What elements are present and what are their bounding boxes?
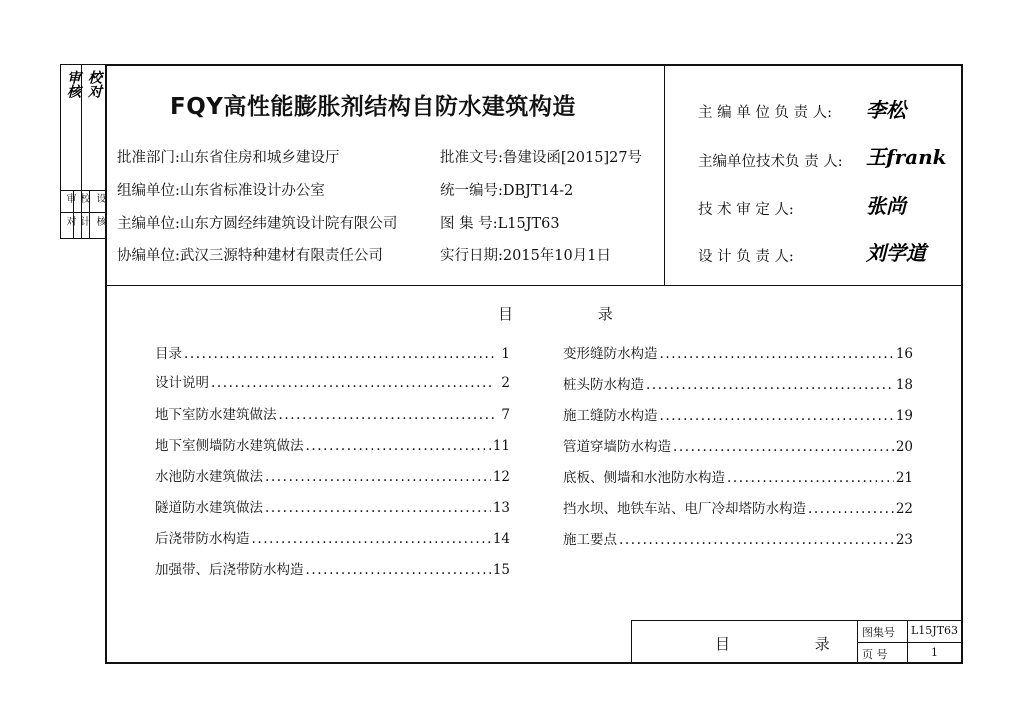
toc-entry[interactable] bbox=[155, 558, 510, 578]
toc-title: 管道穿墙防水构造 bbox=[563, 439, 671, 455]
toc-entry[interactable] bbox=[155, 371, 510, 391]
toc-page: 15 bbox=[492, 562, 510, 578]
toc-title: 地下室防水建筑做法 bbox=[155, 407, 277, 423]
meta-label: 批准文号: bbox=[440, 150, 503, 166]
page-value: 1 bbox=[931, 646, 938, 659]
side-cell: 校 bbox=[78, 193, 89, 203]
signature-image: 李松 bbox=[866, 98, 906, 122]
meta-label: 批准部门: bbox=[117, 150, 180, 166]
toc-title: 桩头防水构造 bbox=[563, 377, 644, 393]
meta-value: 武汉三源特种建材有限责任公司 bbox=[179, 248, 383, 264]
chief-unit-head-label: 主 编 单 位 负 责 人: bbox=[698, 105, 833, 121]
effective-date bbox=[440, 244, 611, 265]
toc-entry[interactable] bbox=[563, 528, 913, 548]
footer-title: 目 录 bbox=[715, 635, 870, 653]
signature-image: 张尚 bbox=[866, 194, 906, 218]
toc-page: 23 bbox=[895, 532, 913, 548]
toc-title: 加强带、后浇带防水构造 bbox=[155, 562, 304, 578]
meta-label: 统一编号: bbox=[440, 183, 503, 199]
toc-page: 13 bbox=[492, 500, 510, 516]
tech-head-label: 主编单位技术负 责 人: bbox=[698, 154, 843, 170]
toc-page: 2 bbox=[501, 375, 510, 391]
signature-image: 刘学道 bbox=[866, 241, 926, 265]
toc-title: 施工要点 bbox=[563, 532, 617, 548]
toc-entry[interactable] bbox=[563, 404, 913, 424]
signature-image: 王frank bbox=[866, 145, 947, 169]
meta-label: 协编单位: bbox=[117, 248, 180, 264]
toc-heading: 目 录 bbox=[498, 305, 653, 323]
toc-entry[interactable] bbox=[563, 342, 913, 362]
side-cell: 对 bbox=[64, 216, 75, 226]
meta-value: L15JT63 bbox=[497, 216, 560, 232]
chief-editor-unit bbox=[117, 212, 397, 233]
side-signature-1: 审核 bbox=[65, 70, 81, 98]
toc-title: 隧道防水建筑做法 bbox=[155, 500, 263, 516]
toc-title: 水池防水建筑做法 bbox=[155, 469, 263, 485]
header-vertical-divider bbox=[664, 64, 665, 285]
side-cell: 计 bbox=[78, 216, 89, 226]
approval-number bbox=[440, 146, 642, 167]
meta-value: 鲁建设函[2015]27号 bbox=[502, 150, 643, 166]
toc-page: 12 bbox=[492, 469, 510, 485]
toc-page: 7 bbox=[501, 407, 510, 423]
toc-entry[interactable] bbox=[563, 466, 913, 486]
toc-entry[interactable] bbox=[155, 403, 510, 423]
side-cell: 设 bbox=[94, 193, 105, 203]
compiling-unit bbox=[117, 179, 325, 200]
toc-page: 21 bbox=[895, 470, 913, 486]
meta-value: 2015年10月1日 bbox=[502, 248, 611, 264]
toc-title: 施工缝防水构造 bbox=[563, 408, 658, 424]
toc-page: 16 bbox=[895, 346, 913, 362]
design-head-label: 设 计 负 责 人: bbox=[698, 249, 794, 265]
toc-title: 底板、侧墙和水池防水构造 bbox=[563, 470, 725, 486]
toc-page: 1 bbox=[501, 346, 510, 362]
meta-value: 山东省标准设计办公室 bbox=[179, 183, 325, 199]
toc-page: 14 bbox=[492, 531, 510, 547]
toc-title: 设计说明 bbox=[155, 375, 209, 391]
toc-entry[interactable] bbox=[563, 497, 913, 517]
page-title: FQY高性能膨胀剂结构自防水建筑构造 bbox=[170, 94, 576, 120]
meta-value: 山东省住房和城乡建设厅 bbox=[179, 150, 340, 166]
tech-reviewer-label: 技 术 审 定 人: bbox=[698, 202, 794, 218]
approval-dept bbox=[117, 146, 339, 167]
toc-entry[interactable] bbox=[155, 465, 510, 485]
toc-page: 20 bbox=[895, 439, 913, 455]
meta-value: DBJT14-2 bbox=[502, 183, 574, 199]
atlas-number bbox=[440, 212, 560, 233]
toc-entry[interactable] bbox=[155, 342, 510, 362]
side-cell: 核 bbox=[94, 216, 105, 226]
meta-label: 组编单位: bbox=[117, 183, 180, 199]
header-divider bbox=[105, 285, 963, 286]
co-editor-unit bbox=[117, 244, 383, 265]
meta-value: 山东方圆经纬建筑设计院有限公司 bbox=[179, 216, 398, 232]
toc-title: 后浇带防水构造 bbox=[155, 531, 250, 547]
toc-entry[interactable] bbox=[155, 527, 510, 547]
toc-title: 变形缝防水构造 bbox=[563, 346, 658, 362]
toc-entry[interactable] bbox=[155, 434, 510, 454]
toc-page: 18 bbox=[895, 377, 913, 393]
toc-entry[interactable] bbox=[563, 435, 913, 455]
toc-title: 挡水坝、地铁车站、电厂冷却塔防水构造 bbox=[563, 501, 806, 517]
meta-label: 图 集 号: bbox=[440, 216, 498, 232]
meta-label: 主编单位: bbox=[117, 216, 180, 232]
toc-entry[interactable] bbox=[155, 496, 510, 516]
side-signature-2: 校对 bbox=[86, 70, 102, 98]
atlas-value: L15JT63 bbox=[911, 624, 959, 637]
toc-title: 地下室侧墙防水建筑做法 bbox=[155, 438, 304, 454]
toc-entry[interactable] bbox=[563, 373, 913, 393]
toc-page: 19 bbox=[895, 408, 913, 424]
toc-page: 22 bbox=[895, 501, 913, 517]
side-cell: 审 bbox=[64, 193, 75, 203]
atlas-label: 图集号 bbox=[862, 626, 895, 639]
unified-number bbox=[440, 179, 573, 200]
meta-label: 实行日期: bbox=[440, 248, 503, 264]
toc-title: 目录 bbox=[155, 346, 182, 362]
toc-page: 11 bbox=[492, 438, 510, 454]
page-label: 页 号 bbox=[862, 648, 888, 661]
